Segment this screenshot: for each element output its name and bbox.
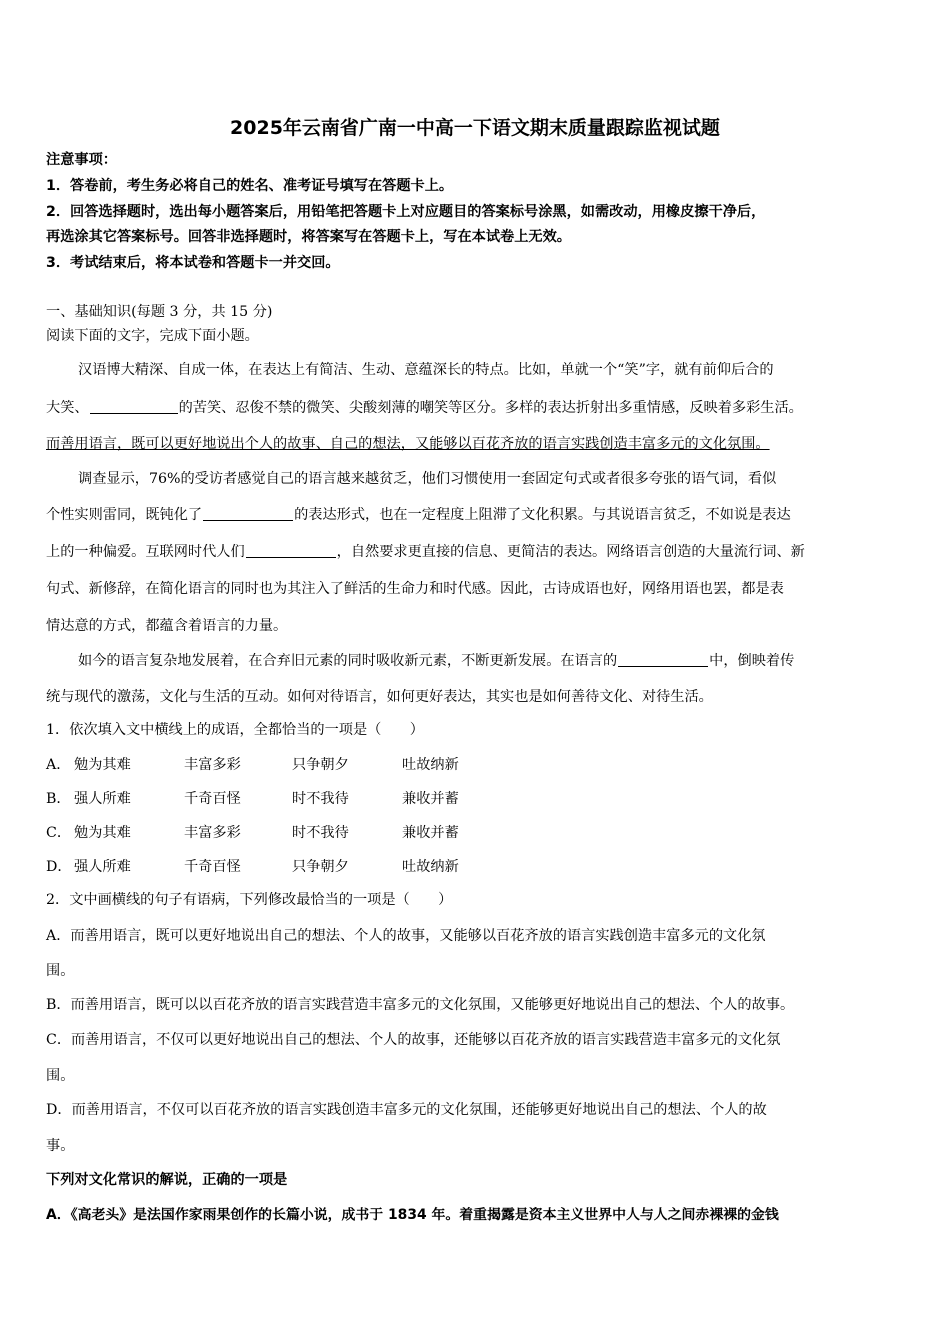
passage-text: 个性实则雷同，既钝化了	[46, 507, 203, 523]
passage-line: 汉语博大精深、自成一体，在表达上有简洁、生动、意蕴深长的特点。比如，单就一个“笑”字，就有前仰后合的	[78, 362, 774, 378]
option-text: 围。	[46, 963, 75, 979]
option-text[interactable]: C．而善用语言，不仅可以更好地说出自己的想法、个人的故事，还能够以百花齐放的语言实践营造丰富多元的文化氛	[46, 1032, 781, 1048]
option-word: 吐故纳新	[402, 757, 459, 773]
option-word: 强人所难	[74, 859, 131, 875]
section-instruction: 阅读下面的文字，完成下面小题。	[46, 328, 259, 344]
passage-text: ，自然要求更直接的信息、更简洁的表达。网络语言创造的大量流行词、新	[336, 544, 805, 560]
option-label: C．	[46, 825, 72, 841]
option-row[interactable]	[46, 789, 459, 809]
option-text[interactable]: D．而善用语言，不仅可以百花齐放的语言实践创造丰富多元的文化氛围，还能够更好地说出自己的想法、个人的故	[46, 1102, 767, 1118]
option-text: 事。	[46, 1138, 75, 1154]
passage-line: 统与现代的激荡，文化与生活的互动。如何对待语言，如何更好表达，其实也是如何善待文化、对待生活。	[46, 689, 713, 705]
option-label: B．	[46, 791, 71, 807]
answer-blank	[90, 399, 178, 414]
option-word: 兼收并蓄	[402, 791, 459, 807]
option-text: 围。	[46, 1068, 75, 1084]
passage-line: 调查显示，76%的受访者感觉自己的语言越来越贫乏，他们习惯使用一套固定句式或者很多夸张的语气词，看似	[78, 471, 777, 487]
notice-item: 1．答卷前，考生务必将自己的姓名、准考证号填写在答题卡上。	[46, 178, 454, 194]
passage-text: 的表达形式，也在一定程度上阻滞了文化积累。与其说语言贫乏，不如说是表达	[294, 507, 791, 523]
option-word: 强人所难	[74, 791, 131, 807]
passage-text: 大笑、	[46, 400, 89, 416]
notice-item: 2．回答选择题时，选出每小题答案后，用铅笔把答题卡上对应题目的答案标号涂黑，如需改动，用橡皮擦干净后，	[46, 204, 766, 220]
passage-text: 如今的语言复杂地发展着，在合弃旧元素的同时吸收新元素，不断更新发展。在语言的	[78, 653, 618, 669]
option-label: D．	[46, 859, 72, 875]
section-heading: 一、基础知识(每题 3 分，共 15 分)	[46, 304, 273, 320]
option-row[interactable]	[46, 755, 459, 775]
option-word: 只争朝夕	[292, 757, 349, 773]
option-word: 兼收并蓄	[402, 825, 459, 841]
passage-line	[46, 505, 791, 525]
answer-blank	[618, 652, 708, 667]
passage-line: 情达意的方式，都蕴含着语言的力量。	[46, 618, 288, 634]
notice-heading: 注意事项：	[46, 152, 117, 168]
option-word: 吐故纳新	[402, 859, 459, 875]
underlined-sentence: 而善用语言，既可以更好地说出个人的故事、自己的想法，又能够以百花齐放的语言实践创造丰富多元的文化氛围。	[46, 436, 770, 452]
question-stem: 2．文中画横线的句子有语病，下列修改最恰当的一项是（ ）	[46, 892, 453, 908]
option-text[interactable]: B．而善用语言，既可以以百花齐放的语言实践营造丰富多元的文化氛围，又能够更好地说出自己的想法、个人的故事。	[46, 997, 795, 1013]
notice-item: 再选涂其它答案标号。回答非选择题时，将答案写在答题卡上，写在本试卷上无效。	[46, 229, 571, 245]
question-stem: 1．依次填入文中横线上的成语，全都恰当的一项是（ ）	[46, 722, 424, 738]
page-title: 2025年云南省广南一中高一下语文期末质量跟踪监视试题	[230, 117, 720, 139]
option-word: 千奇百怪	[184, 791, 241, 807]
passage-text: 中，倒映着传	[709, 653, 795, 669]
passage-line	[78, 651, 794, 671]
option-row[interactable]	[46, 857, 459, 877]
answer-blank	[246, 543, 336, 558]
notice-item: 3．考试结束后，将本试卷和答题卡一并交回。	[46, 255, 340, 271]
passage-line	[46, 398, 803, 418]
option-label: A．	[46, 757, 71, 773]
option-word: 时不我待	[292, 791, 349, 807]
passage-text: 的苦笑、忍俊不禁的微笑、尖酸刻薄的嘲笑等区分。多样的表达折射出多重情感，反映着多彩生活。	[178, 400, 803, 416]
passage-line: 句式、新修辞，在简化语言的同时也为其注入了鲜活的生命力和时代感。因此，古诗成语也好，网络用语也罢，都是表	[46, 581, 784, 597]
option-word: 时不我待	[292, 825, 349, 841]
option-text[interactable]: A．《高老头》是法国作家雨果创作的长篇小说，成书于 1834 年。着重揭露是资本主义世界中人与人之间赤裸裸的金钱	[46, 1207, 779, 1223]
option-word: 千奇百怪	[184, 859, 241, 875]
passage-line	[46, 542, 805, 562]
option-word: 只争朝夕	[292, 859, 349, 875]
option-word: 勉为其难	[74, 757, 131, 773]
passage-text: 上的一种偏爱。互联网时代人们	[46, 544, 245, 560]
answer-blank	[203, 506, 293, 521]
option-word: 丰富多彩	[184, 825, 241, 841]
option-word: 丰富多彩	[184, 757, 241, 773]
question-stem: 下列对文化常识的解说，正确的一项是	[46, 1172, 288, 1188]
option-word: 勉为其难	[74, 825, 131, 841]
option-row[interactable]	[46, 823, 459, 843]
option-text[interactable]: A．而善用语言，既可以更好地说出自己的想法、个人的故事，又能够以百花齐放的语言实践创造丰富多元的文化氛	[46, 928, 766, 944]
